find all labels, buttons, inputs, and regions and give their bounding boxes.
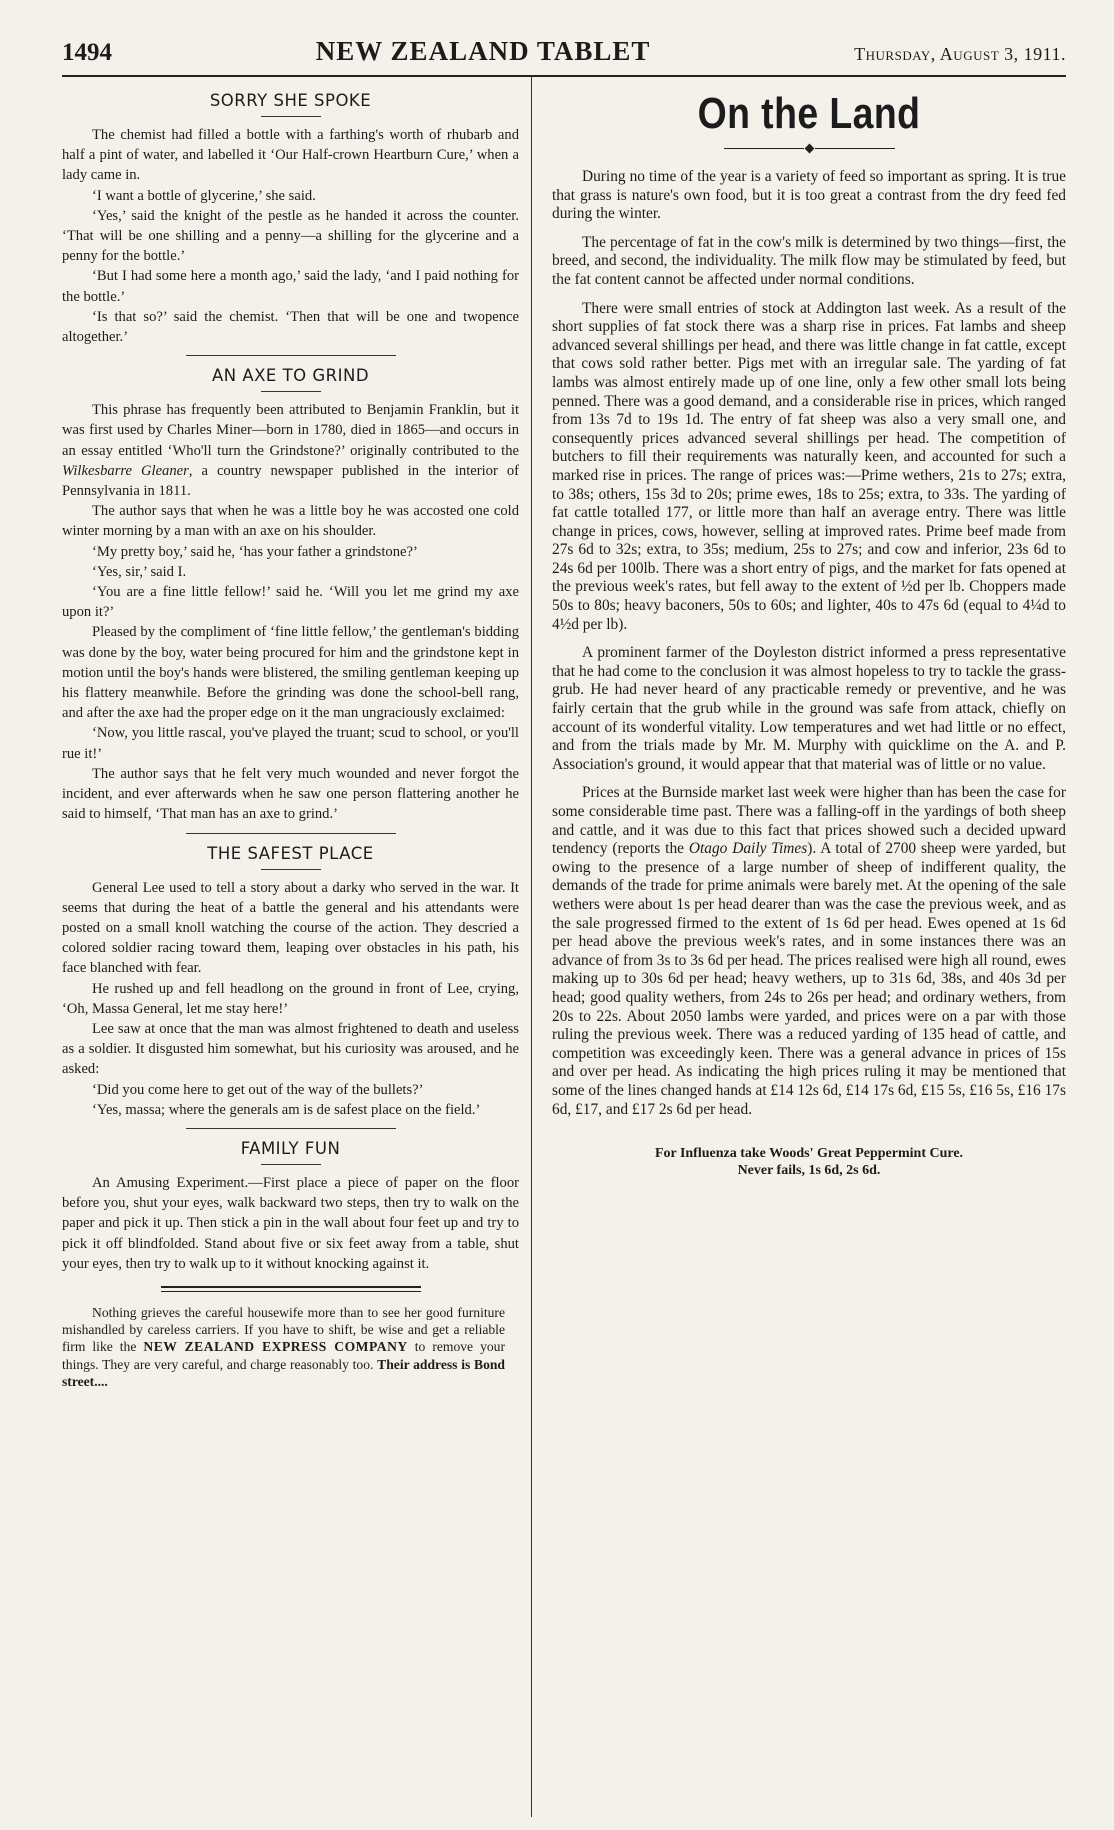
right-column (532, 77, 1066, 1817)
paragraph: The chemist had filled a bottle with a farthing's worth of rhubarb and half a pint of water, and labelled it ‘Our Half-crown Heartburn Cure,’ when a lady came in. (62, 127, 519, 184)
paragraph: Lee saw at once that the man was almost frightened to death and useless as a soldier. It disgusted him somewhat, but his curiosity was aroused, and he asked: (62, 1020, 519, 1078)
text-run: ). A total of 2700 sheep were yarded, but owing to the presence of a large number of sheep of indifferent quality, the demands of the trade for prime animals were barely met. At the opening of the sale wethers were about 1s per head dearer than was the case the previous week, and as the sale progressed firmed to the extent of 1s 6d per head. Ewes opened at 1s 6d per head above the previous week's rates, and in some instances there was an advance of from 3s to 3s 6d per head. The prices realised were high all round, ewes making up to 30s 6d per head; heavy wethers, up to 31s 6d, 38s, and 40s 3d per head; good quality wethers, from 24s to 26s per head; and ordinary wethers, from 20s to 22s. About 2050 lambs were yarded, and prices were on a par with those ruling the previous week. There was a reduced yarding of 135 head of cattle, and competition was exceedingly keen. There was a general advance in prices of 15s and over per head. As indicating the high prices ruling it may be mentioned that some of the lines changed hands at £14 12s 6d, £14 17s 6d, £15 5s, £16 5s, £16 17s 6d, £17, and £17 2s 6d per head. (552, 840, 1066, 1118)
firm-address: Their address is Bond street.... (62, 1356, 505, 1389)
paragraph: He rushed up and fell headlong on the ground in front of Lee, crying, ‘Oh, Massa General, let me stay here!’ (62, 980, 519, 1017)
article-sorry-she-spoke (62, 91, 519, 347)
heading-rule (261, 391, 321, 392)
article-family-fun (62, 1139, 519, 1274)
heading-rule (261, 869, 321, 870)
paragraph: Pleased by the compliment of ‘fine little fellow,’ the gentleman's bidding was done by the boy, water being procured for him and the grindstone kept in motion until the boy's hands were blistered, the smiling gentleman keeping up his flattery meanwhile. Before the grinding was done the school-bell rang, and after the axe had the proper edge on it the man ungraciously exclaimed: (62, 624, 519, 722)
issue-date: Thursday, August 3, 1911. (854, 44, 1066, 64)
text-run: Nothing grieves the careful housewife more than to see her good furniture mishandled by careless carriers. If you have to shift, be wise and get a reliable firm like the (62, 1304, 505, 1355)
paragraph: ‘Is that so?’ said the chemist. ‘Then that will be one and twopence altogether.’ (62, 308, 519, 346)
paragraph: General Lee used to tell a story about a darky who served in the war. It seems that during the heat of a battle the general and his attendants were posted on a small knoll watching the course of the action. They descried a colored soldier racing toward them, leaping over obstacles in his path, his face blanched with fear. (62, 879, 519, 977)
section-title: On the Land (697, 89, 921, 138)
text-run: This phrase has frequently been attributed to Benjamin Franklin, but it was first used by Charles Miner—born in 1780, died in 1865—and occurs in an essay entitled ‘Who'll turn the Grindstone?’ originally contributed to the (62, 402, 519, 459)
paragraph: There were small entries of stock at Addington last week. As a result of the short supplies of fat stock there was a sharp rise in prices. Fat lambs and sheep advanced several shillings per head, and there was little change in fat cattle, except that cows sold rather better. Pigs met with an irregular sale. The yarding of fat lambs was almost entirely made up of one line, only a few other small lots being penned. There was a good demand, and a considerable rise in prices, which ranged from 13s 7d to 19s 1d. The entry of fat sheep was also a very small one, and consequently prices advanced several shillings per head. The competition of butchers to fill their requirements was naturally keen, and accounted for such a marked rise in prices. The range of prices was:—Prime wethers, 21s to 27s; extra, to 38s; others, 15s 3d to 20s; prime ewes, 18s to 25s; extra, to 33s. The yarding of fat cattle totalled 177, or little more than half an average entry. There was little change in prices, cows, however, selling at improved rates. Prime beef made from 27s 6d to 32s; extra, to 35s; medium, 25s to 27s; and cow and inferior, 23s 6d to 24s 6d per 100lb. There was a short entry of pigs, and the market for fats opened at the previous week's rates, but fell away to the extent of ½d per lb. Choppers made 50s to 80s; heavy baconers, 50s to 60s; and lighter, 40s to 47s 6d (equal to 4¼d to 4½d per lb). (552, 299, 1066, 633)
double-rule (161, 1286, 421, 1292)
article-safest-place (62, 844, 519, 1120)
masthead (62, 36, 1066, 77)
paragraph: ‘But I had some here a month ago,’ said the lady, ‘and I paid nothing for the bottle.’ (62, 268, 519, 305)
paragraph: During no time of the year is a variety of feed so important as spring. It is true that grass is nature's own food, but it is too great a contrast from the dry feed fed during the winter. (552, 168, 1066, 223)
paragraph: ‘Yes, sir,’ said I. (92, 563, 187, 580)
article-heading: SORRY SHE SPOKE (209, 91, 372, 110)
article-axe-to-grind (62, 366, 519, 824)
newspaper-title: NEW ZEALAND TABLET (315, 36, 651, 66)
paragraph: The percentage of fat in the cow's milk is determined by two things—first, the breed, and second, the individuality. The milk flow may be stimulated by feed, but the fat content cannot be affected under normal conditions. (552, 233, 1066, 288)
paragraph: The author says that he felt very much wounded and never forgot the incident, and ever afterwards when he saw one person flattering another he said to himself, ‘That man has an axe to grind.’ (62, 765, 519, 823)
section-divider (186, 1128, 396, 1129)
newspaper-name: Otago Daily Times (688, 840, 808, 858)
newspaper-name: Wilkesbarre Gleaner (62, 462, 189, 479)
firm-name: NEW ZEALAND EXPRESS COMPANY (143, 1339, 408, 1355)
paragraph (552, 784, 1066, 1119)
paragraph: ‘I want a bottle of glycerine,’ she said. (92, 187, 316, 204)
paragraph: ‘My pretty boy,’ said he, ‘has your father a grindstone?’ (92, 543, 418, 560)
paragraph: The author says that when he was a little boy he was accosted one cold winter morning by a man with an axe on his shoulder. (62, 503, 519, 540)
text-run: , a country newspaper published in the interior of Pennsylvania in 1811. (62, 462, 519, 500)
text-run: Prices at the Burnside market last week were higher than has been the case for some considerable time past. There was a falling-off in the yardings of both sheep and cattle, and it was due to this fact that prices showed such a decided upward tendency (reports the (552, 784, 1066, 858)
columns (62, 77, 1066, 1817)
express-company-notice (62, 1304, 505, 1390)
heading-rule (261, 1164, 321, 1165)
ad-line: Never fails, 1s 6d, 2s 6d. (737, 1163, 881, 1179)
article-heading: AN AXE TO GRIND (211, 366, 370, 386)
section-divider (186, 833, 396, 834)
left-column (62, 77, 532, 1817)
paragraph: ‘Yes, massa; where the generals am is de safest place on the field.’ (92, 1101, 481, 1118)
paragraph: ‘Now, you little rascal, you've played the truant; scud to school, or you'll rue it!’ (62, 725, 519, 762)
text-run: to remove your things. They are very careful, and charge reasonably too. (62, 1339, 505, 1372)
paragraph: ‘Yes,’ said the knight of the pestle as he handed it across the counter. ‘That will be one shilling and a penny—a shilling for the glycerine and a penny for the bottle.’ (62, 207, 519, 265)
page-number: 1494 (62, 39, 112, 66)
article-heading: FAMILY FUN (240, 1138, 341, 1158)
paragraph: An Amusing Experiment.—First place a piece of paper on the floor before you, shut your eyes, walk backward two steps, then try to walk on the paper and pick it up. Then stick a pin in the wall about four feet up and try to pick it off blindfolded. Stand about five or six feet away from a table, shut your eyes, then try to walk up to it without knocking against it. (62, 1174, 519, 1272)
paragraph (62, 400, 519, 501)
paragraph: ‘Did you come here to get out of the way of the bullets?’ (92, 1081, 424, 1098)
paragraph: A prominent farmer of the Doyleston district informed a press representative that he had come to the conclusion it was almost hopeless to try to tackle the grass-grub. He had never heard of any practicable remedy or preventive, and he was fairly certain that the grub while in the ground was safe from attack, chiefly on account of its wonderful vitality. Low temperatures and wet had little or no effect, and from the trials made by Mr. M. Murphy with quicklime on the A. and P. Association's ground, it would appear that that material was of little or no value. (552, 644, 1066, 773)
paragraph: ‘You are a fine little fellow!’ said he. ‘Will you let me grind my axe upon it?’ (62, 584, 519, 621)
title-ornament (552, 145, 1066, 152)
ad-line: For Influenza take Woods' Great Peppermint Cure. (654, 1146, 964, 1162)
article-heading: THE SAFEST PLACE (207, 843, 374, 863)
section-divider (186, 355, 396, 356)
heading-rule (261, 116, 321, 117)
peppermint-cure-ad (552, 1145, 1066, 1179)
